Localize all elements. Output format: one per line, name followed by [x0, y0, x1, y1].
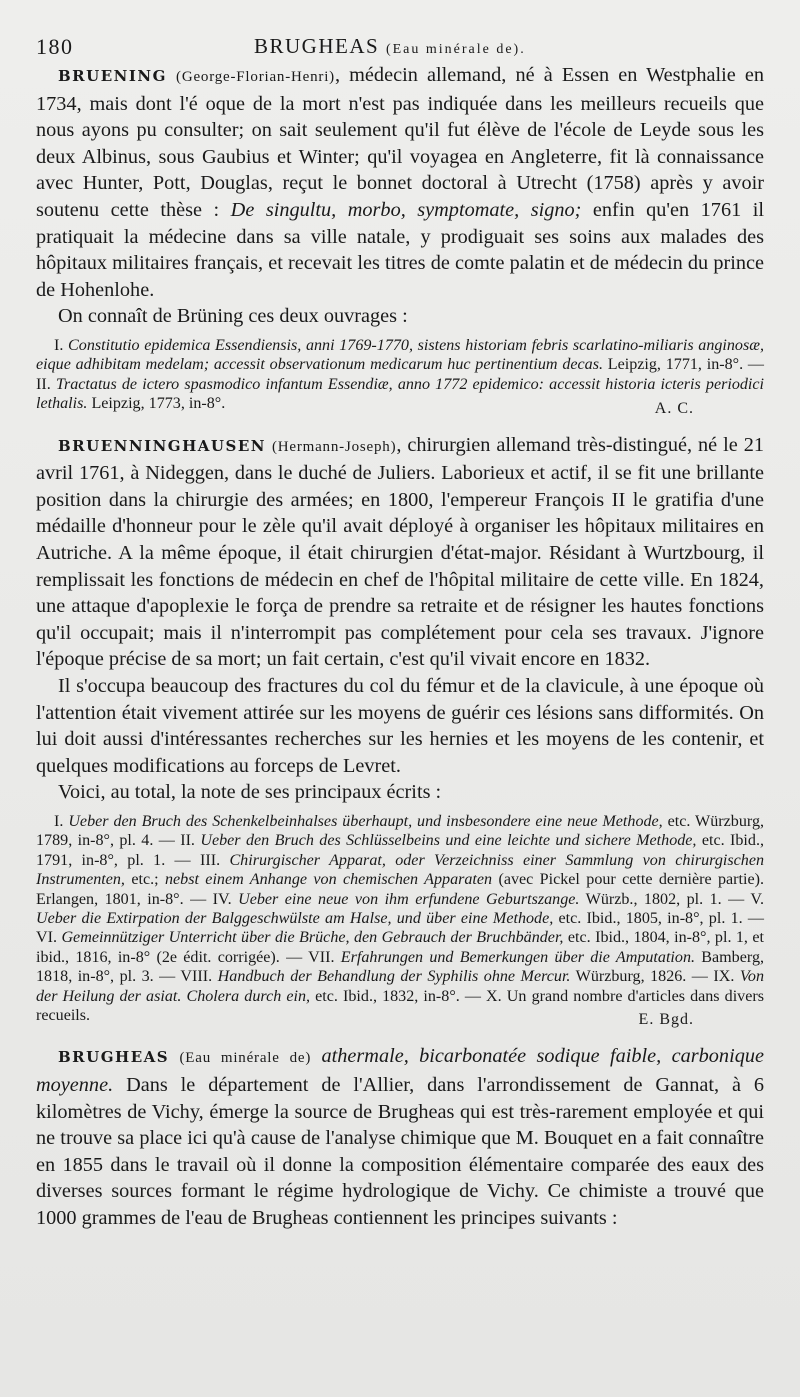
author-signature: A. C.	[654, 399, 694, 417]
work-title: Ueber den Bruch des Schlüsselbeins und eine leichte und sichere Methode,	[200, 832, 697, 850]
works-intro: Voici, au total, la note de ses principaux écrits :	[58, 781, 442, 804]
running-head	[36, 26, 764, 62]
work-title: Tractatus de ictero spasmodico infantum Essendiæ, anno 1772 epidemico: accessit historia icteris periodici lethalis.	[36, 375, 765, 413]
entry-brugheas	[36, 1043, 764, 1231]
bibliographic-details: etc.;	[124, 871, 165, 889]
work-title: Ueber eine neue von ihm erfundene Geburtszange.	[238, 890, 580, 908]
bibliographic-details: Würzb., 1802, pl. 1. — V.	[579, 890, 764, 908]
entry-text: Dans le département de l'Allier, dans l'arrondissement de Gannat, à 6 kilomètres de Vichy, émerge la source de Brugheas qui est très-rarement employée et qui ne trouve sa place ici qu'à cause de l'analyse chimique que M. Bouquet en a fait connaître en 1855 dans le travail où il donne la composition élémentaire comparée des eaux des diverses sources formant le régime hydrologique de Vichy. Ce chimiste a trouvé que 1000 grammes de l'eau de Brugheas contiennent les principes suivants :	[36, 1073, 764, 1229]
bibliographic-details: Bamberg, 1818, in-8°, pl. 3. — VIII.	[36, 948, 765, 986]
bibliographic-details: Leipzig, 1771, in-8°. — II.	[36, 356, 764, 393]
bibliographic-details: I.	[54, 812, 69, 830]
author-signature: E. Bgd.	[638, 1011, 694, 1029]
running-title-main: BRUGHEAS	[254, 34, 380, 58]
bibliographic-details: (avec Pickel pour cette dernière partie). Erlangen, 1801, in-8°. — IV.	[36, 871, 764, 908]
running-title	[254, 34, 526, 59]
entry-text: , chirurgien allemand très-distingué, né le 21 avril 1761, à Nideggen, dans le duché de Juliers. Laborieux et actif, il se fit une brillante position dans la chirurgie des armées; en 1800, l'empereur François II le gratifia d'une médaille d'honneur pour le zèle qu'il avait déployé à organiser les hôpitaux militaires en Autriche. A la même époque, il était chirurgien d'état-major. Résidant à Wurtzbourg, il remplissait les fonctions de médecin en chef de l'hôpital militaire de cette ville. En 1824, une attaque d'apoplexie le força de prendre sa retraite et de résigner les hautes fonctions qu'il occupait; mais il n'interrompit pas complétement pour cela ses travaux. J'ignore l'époque précise de sa mort; un fait certain, c'est qu'il vivait encore en 1832.	[36, 433, 764, 671]
work-title: Gemeinnütziger Unterricht über die Brüche, den Gebrauch der Bruchbänder,	[61, 929, 564, 947]
work-title: Erfahrungen und Bemerkungen über die Amputation.	[340, 948, 696, 966]
bibliographic-details: etc. Ibid., 1804, in-8°, pl. 1, et ibid., 1816, in-8° (2e édit. corrigée). — VII.	[36, 929, 764, 966]
work-title: nebst einem Anhange von chemischen Apparaten	[164, 871, 493, 889]
bibliographic-details: Würzburg, 1826. — IX.	[570, 968, 740, 986]
work-title: Chirurgischer Apparat, oder Verzeichniss einer Sammlung von chirurgischen Instrumenten,	[36, 851, 765, 889]
entry-text: , médecin allemand, né à Essen en Westphalie en 1734, mais dont l'é oque de la mort n'est pas indiquée dans les meilleurs recueils que nous ayons pu consulter; on sait seulement qu'il fut élève de l'école de Leyde sous les deux Albinus, sous Gaubius et Winter; qu'il voyagea en Angleterre, fit là connaissance avec Hunter, Pott, Douglas, reçut le bonnet doctoral à Utrecht (1758) après y avoir soutenu cette thèse :	[36, 64, 764, 221]
bibliographic-details: etc. Würzburg, 1789, in-8°, pl. 4. — II.	[36, 812, 765, 850]
headword: BRUENNINGHAUSEN	[58, 436, 266, 455]
headword: BRUENING	[58, 67, 167, 85]
work-title: Ueber den Bruch des Schenkelbeinhalses überhaupt, und insbesondere eine neue Methode,	[68, 812, 663, 830]
headword: BRUGHEAS	[58, 1048, 170, 1067]
bibliographic-details: I.	[54, 336, 69, 354]
work-title: Constitutio epidemica Essendiensis, anni 1769-1770, sistens historiam febris scarlatino-miliaris anginosæ, eique adhibitam medelam; accessit observationum medicarum huc pertinentium decas.	[36, 336, 764, 374]
works-intro: On connaît de Brüning ces deux ouvrages :	[58, 305, 408, 328]
work-title: Handbuch der Behandlung der Syphilis ohne Mercur.	[217, 968, 571, 986]
entry-bruenninghausen	[36, 432, 764, 673]
bibliographic-details: etc. Ibid., 1805, in-8°, pl. 1. — VI.	[36, 909, 764, 947]
entry-given-names: (Eau minérale de)	[179, 1050, 312, 1067]
work-title: Von der Heilung der asiat. Cholera durch ein,	[36, 968, 765, 1005]
entry-given-names: (Hermann-Joseph)	[271, 438, 397, 455]
bibliography	[36, 812, 764, 1025]
entry-paragraph: Il s'occupa beaucoup des fractures du col du fémur et de la clavicule, à une époque où l'attention était vivement attirée sur les moyens de guérir ces lésions sans difformités. On lui doit aussi d'intéressantes recherches sur les hernies et les moyens de les contenir, et quelques modifications au forceps de Levret.	[36, 674, 764, 777]
running-title-sub: (Eau minérale de).	[385, 42, 526, 57]
bibliographic-details: etc. Ibid., 1832, in-8°. — X. Un grand nombre d'articles dans divers recueils.	[36, 987, 764, 1024]
entry-text: enfin qu'en 1761 il pratiquait la médecine dans sa ville natale, y prodiguait ses soins aux malades des hôpitaux militaires français, et recevait les titres de comte palatin et de médecin du prince de Hohenlohe.	[36, 198, 764, 301]
bibliographic-details: etc. Ibid., 1791, in-8°, pl. 1. — III.	[36, 832, 764, 869]
water-classification: athermale, bicarbonatée sodique faible, carbonique moyenne.	[36, 1045, 764, 1096]
thesis-title: De singultu, morbo, symptomate, signo;	[230, 198, 582, 221]
page-number: 180	[36, 34, 74, 59]
bibliographic-details: Leipzig, 1773, in-8°.	[87, 395, 226, 413]
entry-given-names: (George-Florian-Henri)	[176, 69, 335, 85]
entry-bruening	[36, 62, 764, 303]
work-title: Ueber die Extirpation der Balggeschwülste am Halse, und über eine Methode,	[36, 909, 554, 927]
